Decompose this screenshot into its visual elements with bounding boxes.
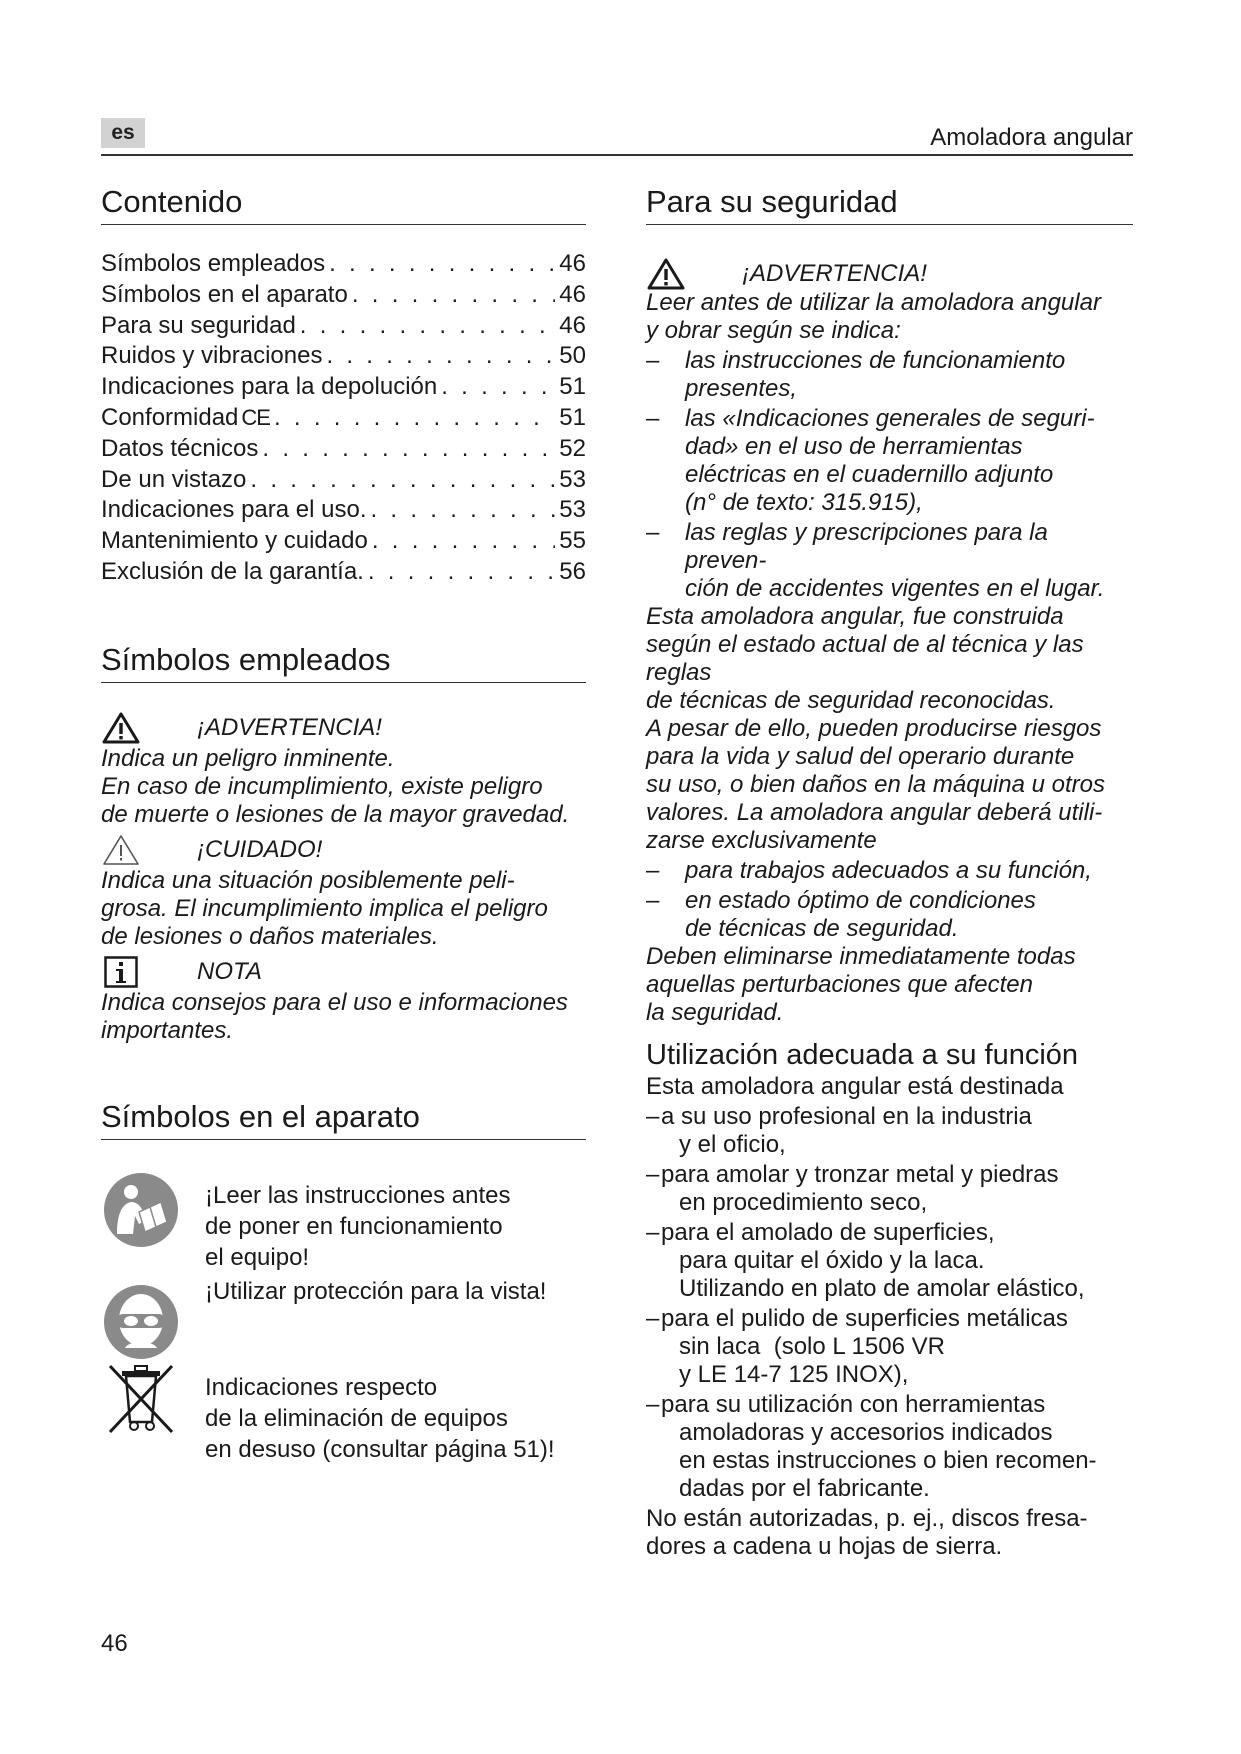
text-line: su uso, o bien daños en la máquina u otros (646, 771, 1105, 798)
text-line: en desuso (consultar página 51)! (205, 1435, 555, 1463)
list-item (646, 1305, 1133, 1389)
text-line: importantes. (101, 1016, 234, 1044)
toc-entry[interactable] (101, 557, 586, 588)
right-column (646, 180, 1133, 1561)
text-line: – las instrucciones de funcionamiento (685, 347, 1066, 374)
safety-closing (646, 943, 1133, 1027)
text-line: dores a cadena u hojas de sierra. (646, 1533, 1003, 1560)
toc-leader-dots (250, 465, 555, 496)
safety-warning-block (646, 259, 1133, 1027)
text-line: – para el amolado de superficies, (661, 1219, 995, 1246)
safety-intro (646, 289, 1133, 345)
text-line: – a su uso profesional en la industria (661, 1103, 1032, 1130)
text-line: el equipo! (205, 1243, 310, 1271)
caution-label: ¡CUIDADO! (197, 835, 323, 863)
toc-entry-page: 53 (559, 496, 586, 524)
list-item (646, 1219, 1133, 1303)
toc-entry-page: 46 (559, 250, 586, 277)
text-line: según el estado actual de al técnica y las reglas (646, 631, 1084, 686)
safety-required-reading-list (646, 347, 1133, 603)
toc-entry-label: Indicaciones para el uso. (101, 496, 367, 524)
safety-warning-label: ¡ADVERTENCIA! (742, 260, 927, 287)
text-line: dad» en el uso de herramientas (685, 433, 1023, 460)
toc-entry-page: 55 (559, 527, 586, 555)
toc-leader-dots (441, 372, 555, 403)
ce-mark-icon: CE (241, 404, 270, 430)
list-item (646, 405, 1133, 517)
proper-use-list (646, 1103, 1133, 1503)
text-line: Indicaciones respecto (205, 1373, 438, 1401)
text-line: ¡Leer las instrucciones antes (205, 1181, 511, 1209)
text-line: de técnicas de seguridad. (685, 915, 959, 942)
language-badge: es (101, 118, 145, 148)
text-line: Utilizando en plato de amolar elástico, (679, 1275, 1085, 1302)
page-number: 46 (101, 1630, 128, 1657)
safety-use-conditions-list (646, 857, 1133, 943)
caution-triangle-icon (101, 833, 141, 867)
note-symbol-block (101, 955, 586, 1045)
toc-entry[interactable] (101, 495, 586, 526)
caution-symbol-block (101, 833, 586, 951)
text-line: A pesar de ello, pueden producirse riesgos (646, 715, 1102, 742)
toc-leader-dots (371, 495, 556, 526)
toc-leader-dots (352, 280, 555, 311)
list-item (646, 347, 1133, 403)
toc-entry-label: Ruidos y vibraciones (101, 342, 323, 370)
safety-body (646, 603, 1133, 855)
proper-use-intro: Esta amoladora angular está destinada (646, 1073, 1064, 1100)
text-line: No están autorizadas, p. ej., discos fresa- (646, 1505, 1088, 1532)
warning-description (101, 745, 586, 829)
text-line: ción de accidentes vigentes en el lugar. (685, 575, 1105, 602)
list-item (101, 1170, 586, 1276)
toc-entry-label: Indicaciones para la depolución (101, 373, 438, 401)
toc-entry-page: 52 (559, 434, 586, 462)
list-item (646, 1103, 1133, 1159)
warning-triangle-icon (101, 711, 141, 745)
toc-leader-dots (274, 403, 555, 434)
toc-entry-label: Mantenimiento y cuidado (101, 527, 368, 555)
text-line: – para su utilización con herramientas (661, 1391, 1046, 1418)
left-column (101, 180, 586, 1465)
safety-title: Para su seguridad (646, 180, 1133, 225)
toc-entry[interactable] (101, 434, 586, 465)
toc-entry-label: Exclusión de la garantía. (101, 557, 364, 585)
text-line: En caso de incumplimiento, existe peligro (101, 772, 543, 800)
text-line: – para el pulido de superficies metálicas (661, 1305, 1068, 1332)
toc-entry-page: 46 (559, 311, 586, 339)
toc-entry[interactable] (101, 465, 586, 496)
info-note-icon (101, 955, 141, 989)
note-description (101, 989, 586, 1045)
symbols-used-title: Símbolos empleados (101, 638, 586, 683)
text-line: de la eliminación de equipos (205, 1404, 508, 1432)
header-divider (101, 154, 1133, 156)
eye-protection-text (205, 1276, 546, 1307)
read-manual-text (205, 1180, 510, 1273)
toc-entry[interactable] (101, 311, 586, 342)
toc-entry-page: 51 (559, 403, 586, 431)
toc-leader-dots (368, 557, 555, 588)
text-line: para quitar el óxido y la laca. (679, 1247, 985, 1274)
toc-entry[interactable] (101, 341, 586, 372)
list-item (646, 857, 1133, 885)
text-line: de poner en funcionamiento (205, 1212, 503, 1240)
text-line: ¡Utilizar protección para la vista! (205, 1277, 547, 1305)
warning-symbol-block (101, 711, 586, 829)
toc-entry[interactable] (101, 403, 586, 434)
text-line: aquellas perturbaciones que afecten (646, 971, 1033, 998)
read-manual-icon (101, 1172, 181, 1248)
toc-entry-page: 56 (559, 557, 586, 585)
toc-entry-page: 53 (559, 465, 586, 493)
toc-entry-page: 51 (559, 373, 586, 401)
toc-entry[interactable] (101, 280, 586, 311)
text-line: Deben eliminarse inmediatamente todas (646, 943, 1076, 970)
device-symbols-title: Símbolos en el aparato (101, 1095, 586, 1140)
warning-label: ¡ADVERTENCIA! (197, 713, 382, 741)
text-line: grosa. El incumplimiento implica el peligro (101, 894, 548, 922)
proper-use-closing (646, 1505, 1133, 1561)
toc-leader-dots (326, 341, 555, 372)
toc-leader-dots (262, 434, 555, 465)
text-line: la seguridad. (646, 999, 784, 1026)
weee-disposal-text (205, 1372, 555, 1465)
text-line: Indica un peligro inminente. (101, 744, 395, 772)
toc-entry-label: Datos técnicos (101, 434, 259, 462)
text-line: para la vida y salud del operario durante (646, 743, 1075, 770)
toc-entry-label: Símbolos empleados (101, 250, 326, 277)
toc-leader-dots (372, 526, 555, 557)
table-of-contents (101, 249, 586, 588)
toc-entry[interactable] (101, 372, 586, 403)
text-line: Esta amoladora angular, fue construida (646, 603, 1064, 630)
text-line: – las reglas y prescripciones para la preven- (685, 519, 1048, 574)
list-item (646, 1161, 1133, 1217)
toc-entry-label: Símbolos en el aparato (101, 280, 348, 308)
text-line: – las «Indicaciones generales de seguri- (685, 405, 1095, 432)
text-line: en estas instrucciones o bien recomen- (679, 1447, 1097, 1474)
text-line: (n° de texto: 315.915), (685, 489, 923, 516)
toc-entry-page: 46 (559, 280, 586, 308)
list-item (646, 519, 1133, 603)
toc-entry-label: De un vistazo (101, 465, 247, 493)
text-line: amoladoras y accesorios indicados (679, 1419, 1053, 1446)
weee-crossed-bin-icon (101, 1362, 181, 1434)
text-line: sin laca (solo L 1506 VR (679, 1333, 945, 1360)
device-symbols-list (101, 1170, 586, 1465)
toc-entry[interactable] (101, 526, 586, 557)
list-item (101, 1276, 586, 1372)
toc-entry-page: 50 (559, 342, 586, 370)
list-item (101, 1372, 586, 1465)
text-line: en procedimiento seco, (679, 1189, 928, 1216)
text-line: y LE 14-7 125 INOX), (679, 1361, 909, 1388)
note-label: NOTA (197, 957, 262, 985)
text-line: y obrar según se indica: (646, 317, 901, 344)
text-line: presentes, (685, 375, 798, 402)
text-line: eléctricas en el cuadernillo adjunto (685, 461, 1054, 488)
warning-triangle-icon (646, 257, 686, 291)
text-line: de muerte o lesiones de la mayor gravedad. (101, 800, 570, 828)
header-title: Amoladora angular (930, 124, 1133, 151)
text-line: de técnicas de seguridad reconocidas. (646, 687, 1056, 714)
toc-entry[interactable] (101, 249, 586, 280)
text-line: – para trabajos adecuados a su función, (685, 857, 1092, 884)
text-line: dadas por el fabricante. (679, 1475, 930, 1502)
toc-entry-label: Para su seguridad (101, 311, 296, 339)
contents-title: Contenido (101, 180, 586, 225)
text-line: – para amolar y tronzar metal y piedras (661, 1161, 1059, 1188)
text-line: de lesiones o daños materiales. (101, 922, 439, 950)
toc-leader-dots (329, 249, 555, 280)
list-item (646, 1391, 1133, 1503)
caution-description (101, 867, 586, 951)
text-line: y el oficio, (679, 1131, 786, 1158)
text-line: Leer antes de utilizar la amoladora angular (646, 289, 1101, 316)
toc-entry-label: Conformidad (101, 403, 239, 431)
text-line: – en estado óptimo de condiciones (685, 887, 1036, 914)
text-line: valores. La amoladora angular deberá utili- (646, 799, 1103, 826)
text-line: Indica una situación posiblemente peli- (101, 866, 515, 894)
toc-leader-dots (300, 311, 556, 342)
eye-protection-icon (101, 1284, 181, 1360)
list-item (646, 887, 1133, 943)
text-line: zarse exclusivamente (646, 827, 877, 854)
proper-use-title: Utilización adecuada a su función (646, 1039, 1079, 1071)
text-line: Indica consejos para el uso e informaciones (101, 988, 568, 1016)
